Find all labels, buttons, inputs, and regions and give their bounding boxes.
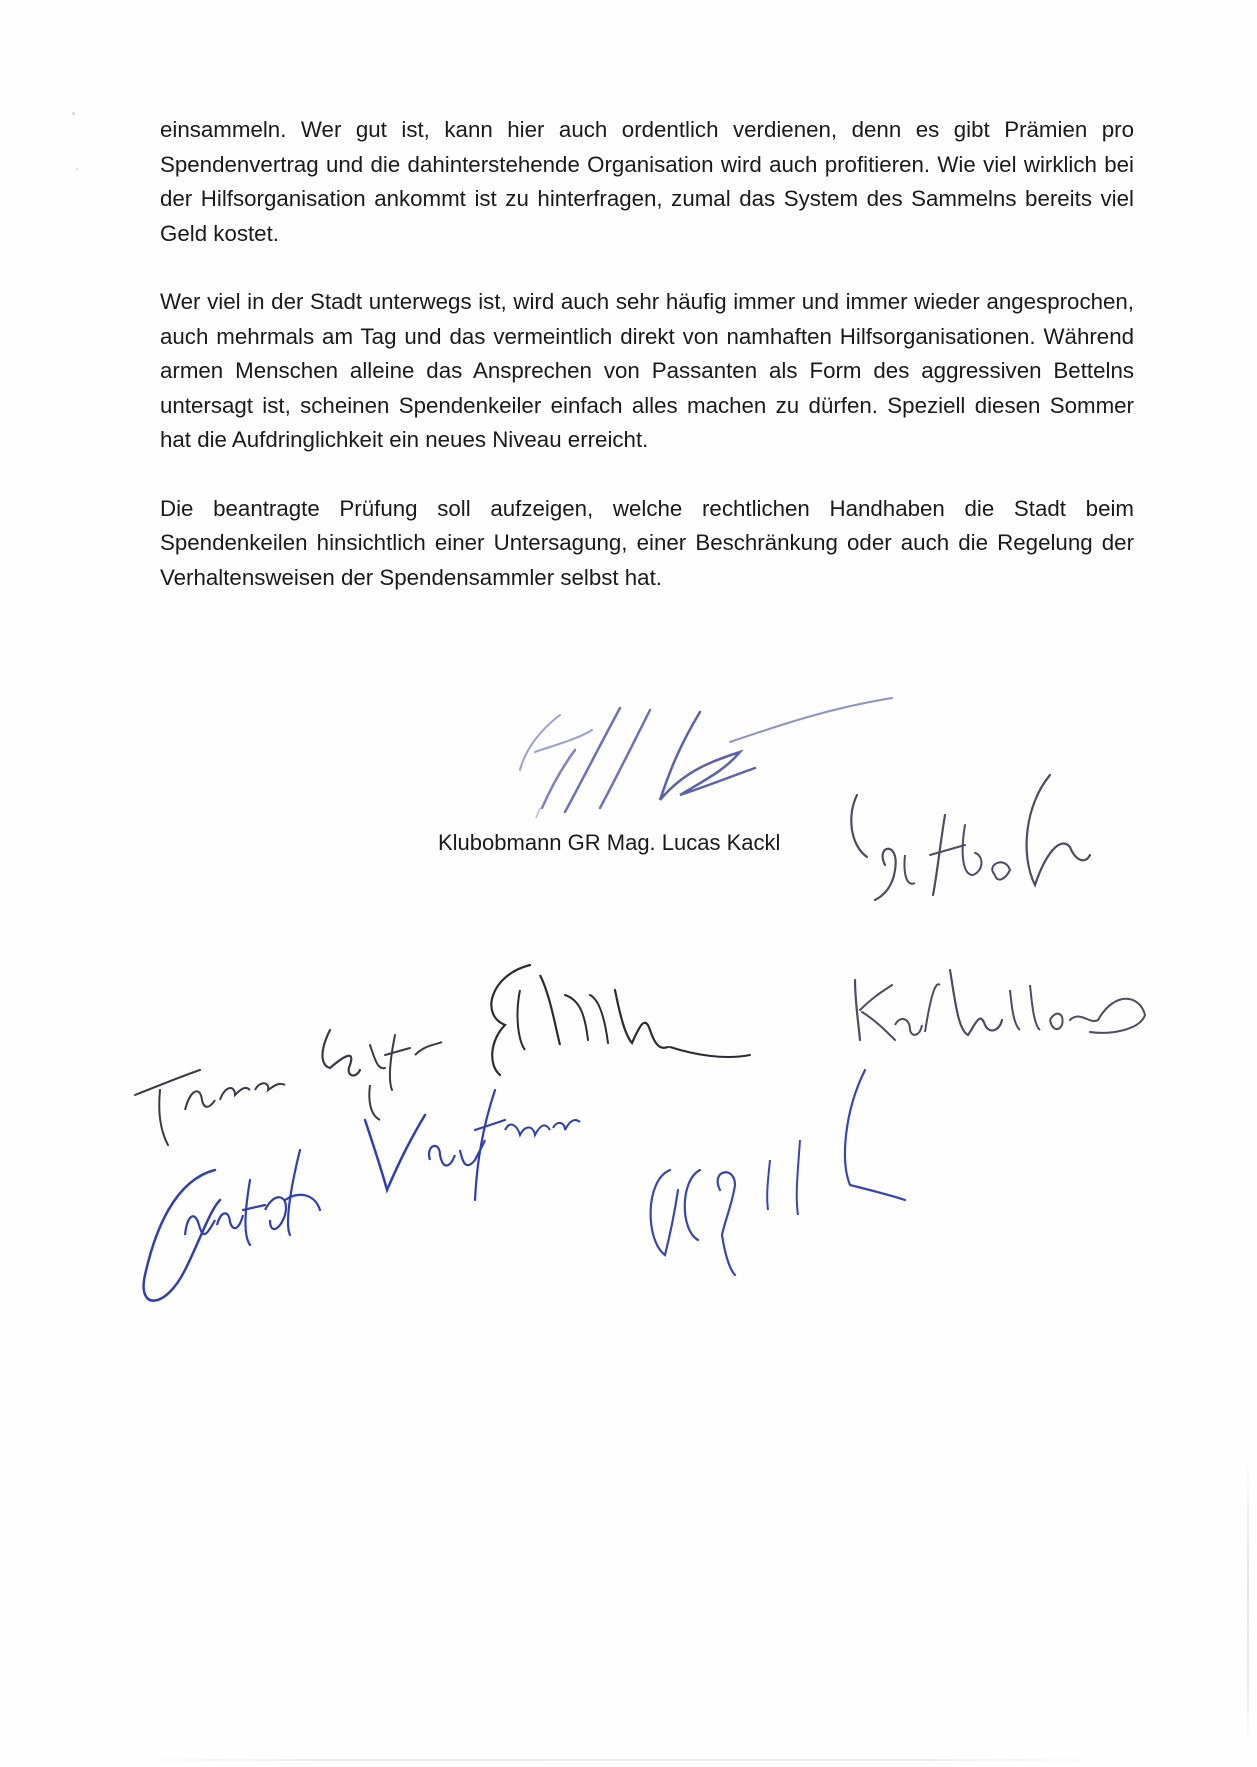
- signer-name: Klubobmann GR Mag. Lucas Kackl: [438, 830, 781, 855]
- signature-lower-center: [640, 1060, 910, 1280]
- body-text: [160, 113, 1134, 629]
- scan-speck: [76, 168, 78, 170]
- scan-edge-bottom: [120, 1759, 1120, 1761]
- paragraph-2: Wer viel in der Stadt unterwegs ist, wird auch sehr häufig immer und immer wieder angesprochen, auch mehrmals am Tag und das vermeintlich direkt von namhaften Hilfsorganisationen. Während armen Menschen alleine das Ansprechen von Passanten als Form des aggressiven Bettelns untersagt ist, scheinen Spendenkeiler einfach alles machen zu dürfen. Speziell diesen Sommer hat die Aufdringlichkeit ein neues Niveau erreicht.: [160, 289, 1134, 452]
- signature-christoph-kaufmann: [125, 1060, 585, 1320]
- scan-speck: [72, 112, 75, 115]
- paragraph-3: Die beantragte Prüfung soll aufzeigen, welche rechtlichen Handhaben die Stadt beim Spendenkeilen hinsichtlich einer Untersagung, einer Beschränkung oder auch die Regelung der Verhaltensweisen der Spendensammler selbst hat.: [160, 495, 1134, 590]
- scan-edge-right: [1247, 1450, 1249, 1750]
- signature-karl-wallner: [840, 940, 1160, 1050]
- paragraph-1: einsammeln. Wer gut ist, kann hier auch ordentlich verdienen, denn es gibt Prämien pro Spendenvertrag und die dahinterstehende Organisation wird auch profitieren. Wie viel wirklich bei der Hilfsorganisation ankommt ist zu hinterfragen, zumal das System des Sammelns bereits viel Geld kostet.: [160, 117, 1134, 246]
